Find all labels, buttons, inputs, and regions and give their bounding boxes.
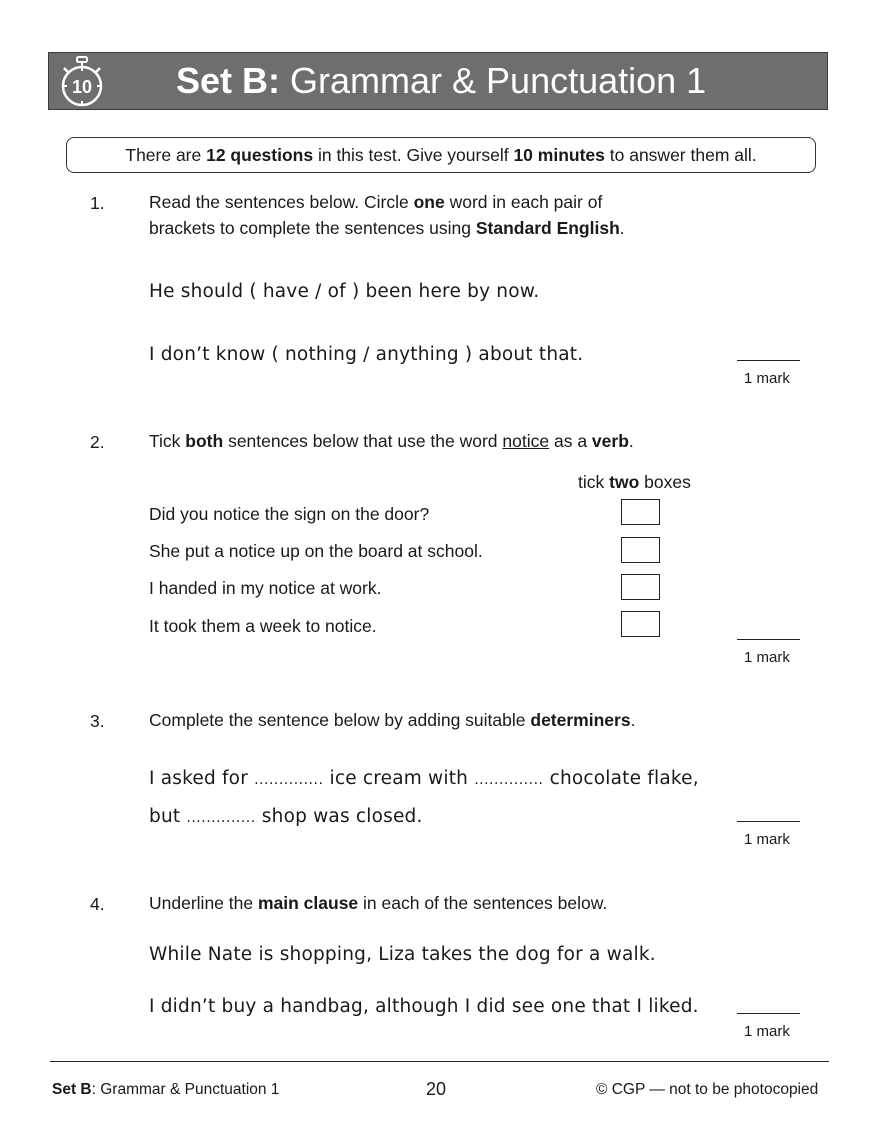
instructions-box: There are 12 questions in this test. Give yourself 10 minutes to answer them all.	[66, 137, 816, 173]
option-1-text: Did you notice the sign on the door?	[149, 504, 430, 524]
page-number: 20	[426, 1079, 447, 1099]
answer-blank[interactable]: ..............	[186, 810, 256, 826]
question-4-prompt: Underline the main clause in each of the sentences below.	[149, 893, 608, 913]
option-3-checkbox[interactable]	[621, 574, 660, 600]
question-2-prompt: Tick both sentences below that use the word notice as a verb.	[149, 431, 634, 451]
page-title: Set B: Grammar & Punctuation 1	[176, 60, 707, 101]
option-3-text: I handed in my notice at work.	[149, 578, 382, 598]
mark-line	[737, 1013, 800, 1014]
answer-blank[interactable]: ..............	[254, 772, 324, 788]
stopwatch-icon	[58, 56, 106, 108]
option-2-checkbox[interactable]	[621, 537, 660, 563]
option-2-text: She put a notice up on the board at school.	[149, 541, 483, 561]
mark-label: 1 mark	[744, 370, 790, 387]
mark-label: 1 mark	[744, 831, 790, 848]
option-1-checkbox[interactable]	[621, 499, 660, 525]
timer-minutes: 10	[71, 77, 93, 97]
footer-section-title: Set B: Grammar & Punctuation 1	[52, 1081, 280, 1098]
tick-instruction: tick two boxes	[578, 472, 691, 492]
answer-blank[interactable]: ..............	[474, 772, 544, 788]
mark-line	[737, 821, 800, 822]
question-1-sentence-2[interactable]: I don’t know ( nothing / anything ) about that.	[149, 344, 584, 365]
question-2-number: 2.	[90, 432, 105, 452]
question-3-line-2: but .............. shop was closed.	[149, 806, 423, 827]
question-1-prompt: Read the sentences below. Circle one word in each pair of brackets to complete the sentences using Standard English.	[149, 192, 625, 238]
question-1-sentence-1[interactable]: He should ( have / of ) been here by now.	[149, 281, 540, 302]
mark-line	[737, 360, 800, 361]
mark-line	[737, 639, 800, 640]
option-4-text: It took them a week to notice.	[149, 616, 377, 636]
question-3-line-1: I asked for .............. ice cream with .............. chocolate flake,	[149, 768, 699, 789]
footer-divider	[50, 1061, 829, 1062]
question-4-number: 4.	[90, 894, 105, 914]
mark-label: 1 mark	[744, 649, 790, 666]
copyright-notice: © CGP — not to be photocopied	[596, 1081, 819, 1098]
question-1-number: 1.	[90, 193, 105, 213]
question-3-number: 3.	[90, 711, 105, 731]
question-4-sentence-2[interactable]: I didn’t buy a handbag, although I did see one that I liked.	[149, 996, 699, 1017]
question-3-prompt: Complete the sentence below by adding suitable determiners.	[149, 710, 636, 730]
option-4-checkbox[interactable]	[621, 611, 660, 637]
mark-label: 1 mark	[744, 1023, 790, 1040]
question-4-sentence-1[interactable]: While Nate is shopping, Liza takes the dog for a walk.	[149, 944, 656, 965]
